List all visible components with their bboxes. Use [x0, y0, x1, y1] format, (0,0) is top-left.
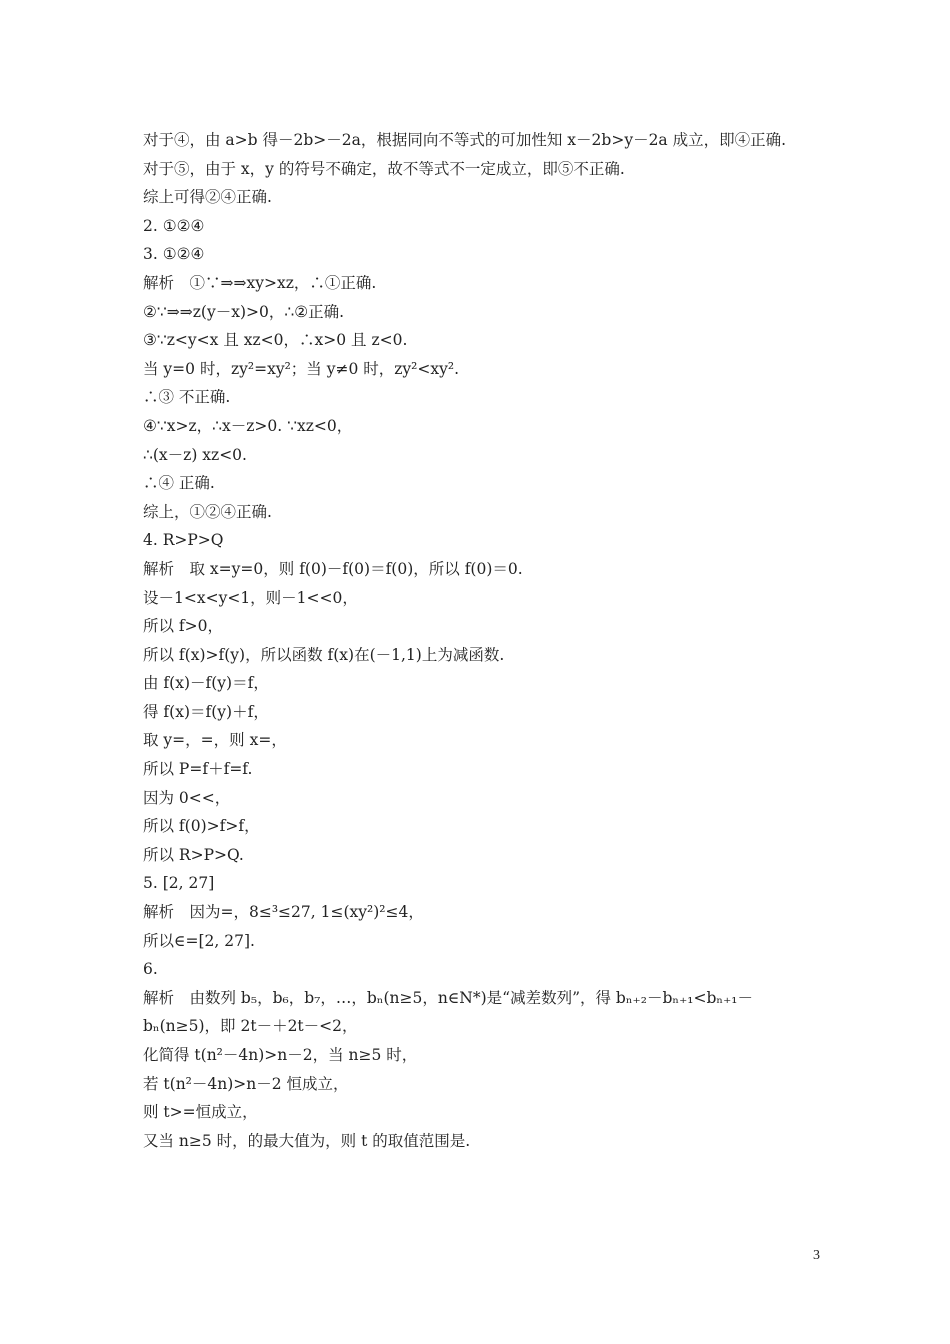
text-line: 对于⑤，由于 x，y 的符号不确定，故不等式不一定成立，即⑤不正确. [143, 159, 625, 178]
text-line: 所以∈=[2, 27]. [143, 931, 255, 950]
text-line: 因为 0<<， [143, 788, 231, 807]
text-line: 解析 取 x=y=0，则 f(0)－f(0)＝f(0)，所以 f(0)＝0. [143, 559, 523, 578]
text-line: 解析 因为=，8≤³≤27, 1≤(xy²)²≤4， [143, 903, 424, 922]
text-line: ∴④ 正确. [143, 474, 215, 493]
text-line: 设－1<x<y<1，则－1<<0， [143, 588, 358, 607]
answer-line: 4. R>P>Q [143, 531, 224, 550]
text-line: 又当 n≥5 时，的最大值为，则 t 的取值范围是. [143, 1131, 471, 1150]
text-line: 当 y=0 时，zy²=xy²；当 y≠0 时，zy²<xy². [143, 359, 460, 378]
answer-line: 5. [2, 27] [143, 874, 215, 893]
text-line: 所以 R>P>Q. [143, 845, 244, 864]
text-line: ③∵z<y<x 且 xz<0，∴x>0 且 z<0. [143, 331, 408, 350]
text-line: 若 t(n²－4n)>n－2 恒成立， [143, 1074, 349, 1093]
text-line: ②∵⇒⇒z(y－x)>0，∴②正确. [143, 302, 345, 321]
solution-text [143, 126, 823, 1155]
text-line: bₙ(n≥5)，即 2t－＋2t－<2， [143, 1017, 358, 1036]
text-line: 取 y=，=，则 x=， [143, 731, 287, 750]
answer-line: 3. ①②④ [143, 245, 205, 264]
text-line: 化简得 t(n²－4n)>n－2，当 n≥5 时， [143, 1046, 418, 1064]
text-line: 则 t>=恒成立， [143, 1103, 258, 1122]
text-line: 解析 ①∵⇒⇒xy>xz，∴①正确. [143, 273, 377, 292]
answer-line: 6. [143, 960, 158, 979]
page-number: 3 [813, 1248, 820, 1263]
text-line: 综上可得②④正确. [143, 188, 272, 207]
answer-line: 2. ①②④ [143, 216, 205, 235]
text-line: 综上，①②④正确. [143, 502, 272, 521]
text-line: 解析 由数列 b₅，b₆，b₇，…，bₙ(n≥5，n∈N*)是“减差数列”，得 bₙ₊₂－bₙ₊₁<bₙ₊₁－ [143, 988, 753, 1007]
text-line: 所以 f(0)>f>f， [143, 817, 260, 836]
text-line: 所以 P=f＋f=f. [143, 760, 253, 779]
text-line: 对于④，由 a>b 得－2b>－2a，根据同向不等式的可加性知 x－2b>y－2a 成立，即④正确. [143, 131, 787, 149]
text-line: 所以 f>0， [143, 617, 224, 636]
text-line: ④∵x>z，∴x－z>0. ∵xz<0， [143, 416, 353, 435]
text-line: ∴(x－z) xz<0. [143, 445, 247, 464]
text-line: 所以 f(x)>f(y)，所以函数 f(x)在(－1,1)上为减函数. [143, 645, 505, 664]
text-line: 由 f(x)－f(y)＝f， [143, 674, 269, 693]
text-line: ∴③ 不正确. [143, 388, 231, 407]
text-line: 得 f(x)＝f(y)＋f， [143, 702, 269, 721]
